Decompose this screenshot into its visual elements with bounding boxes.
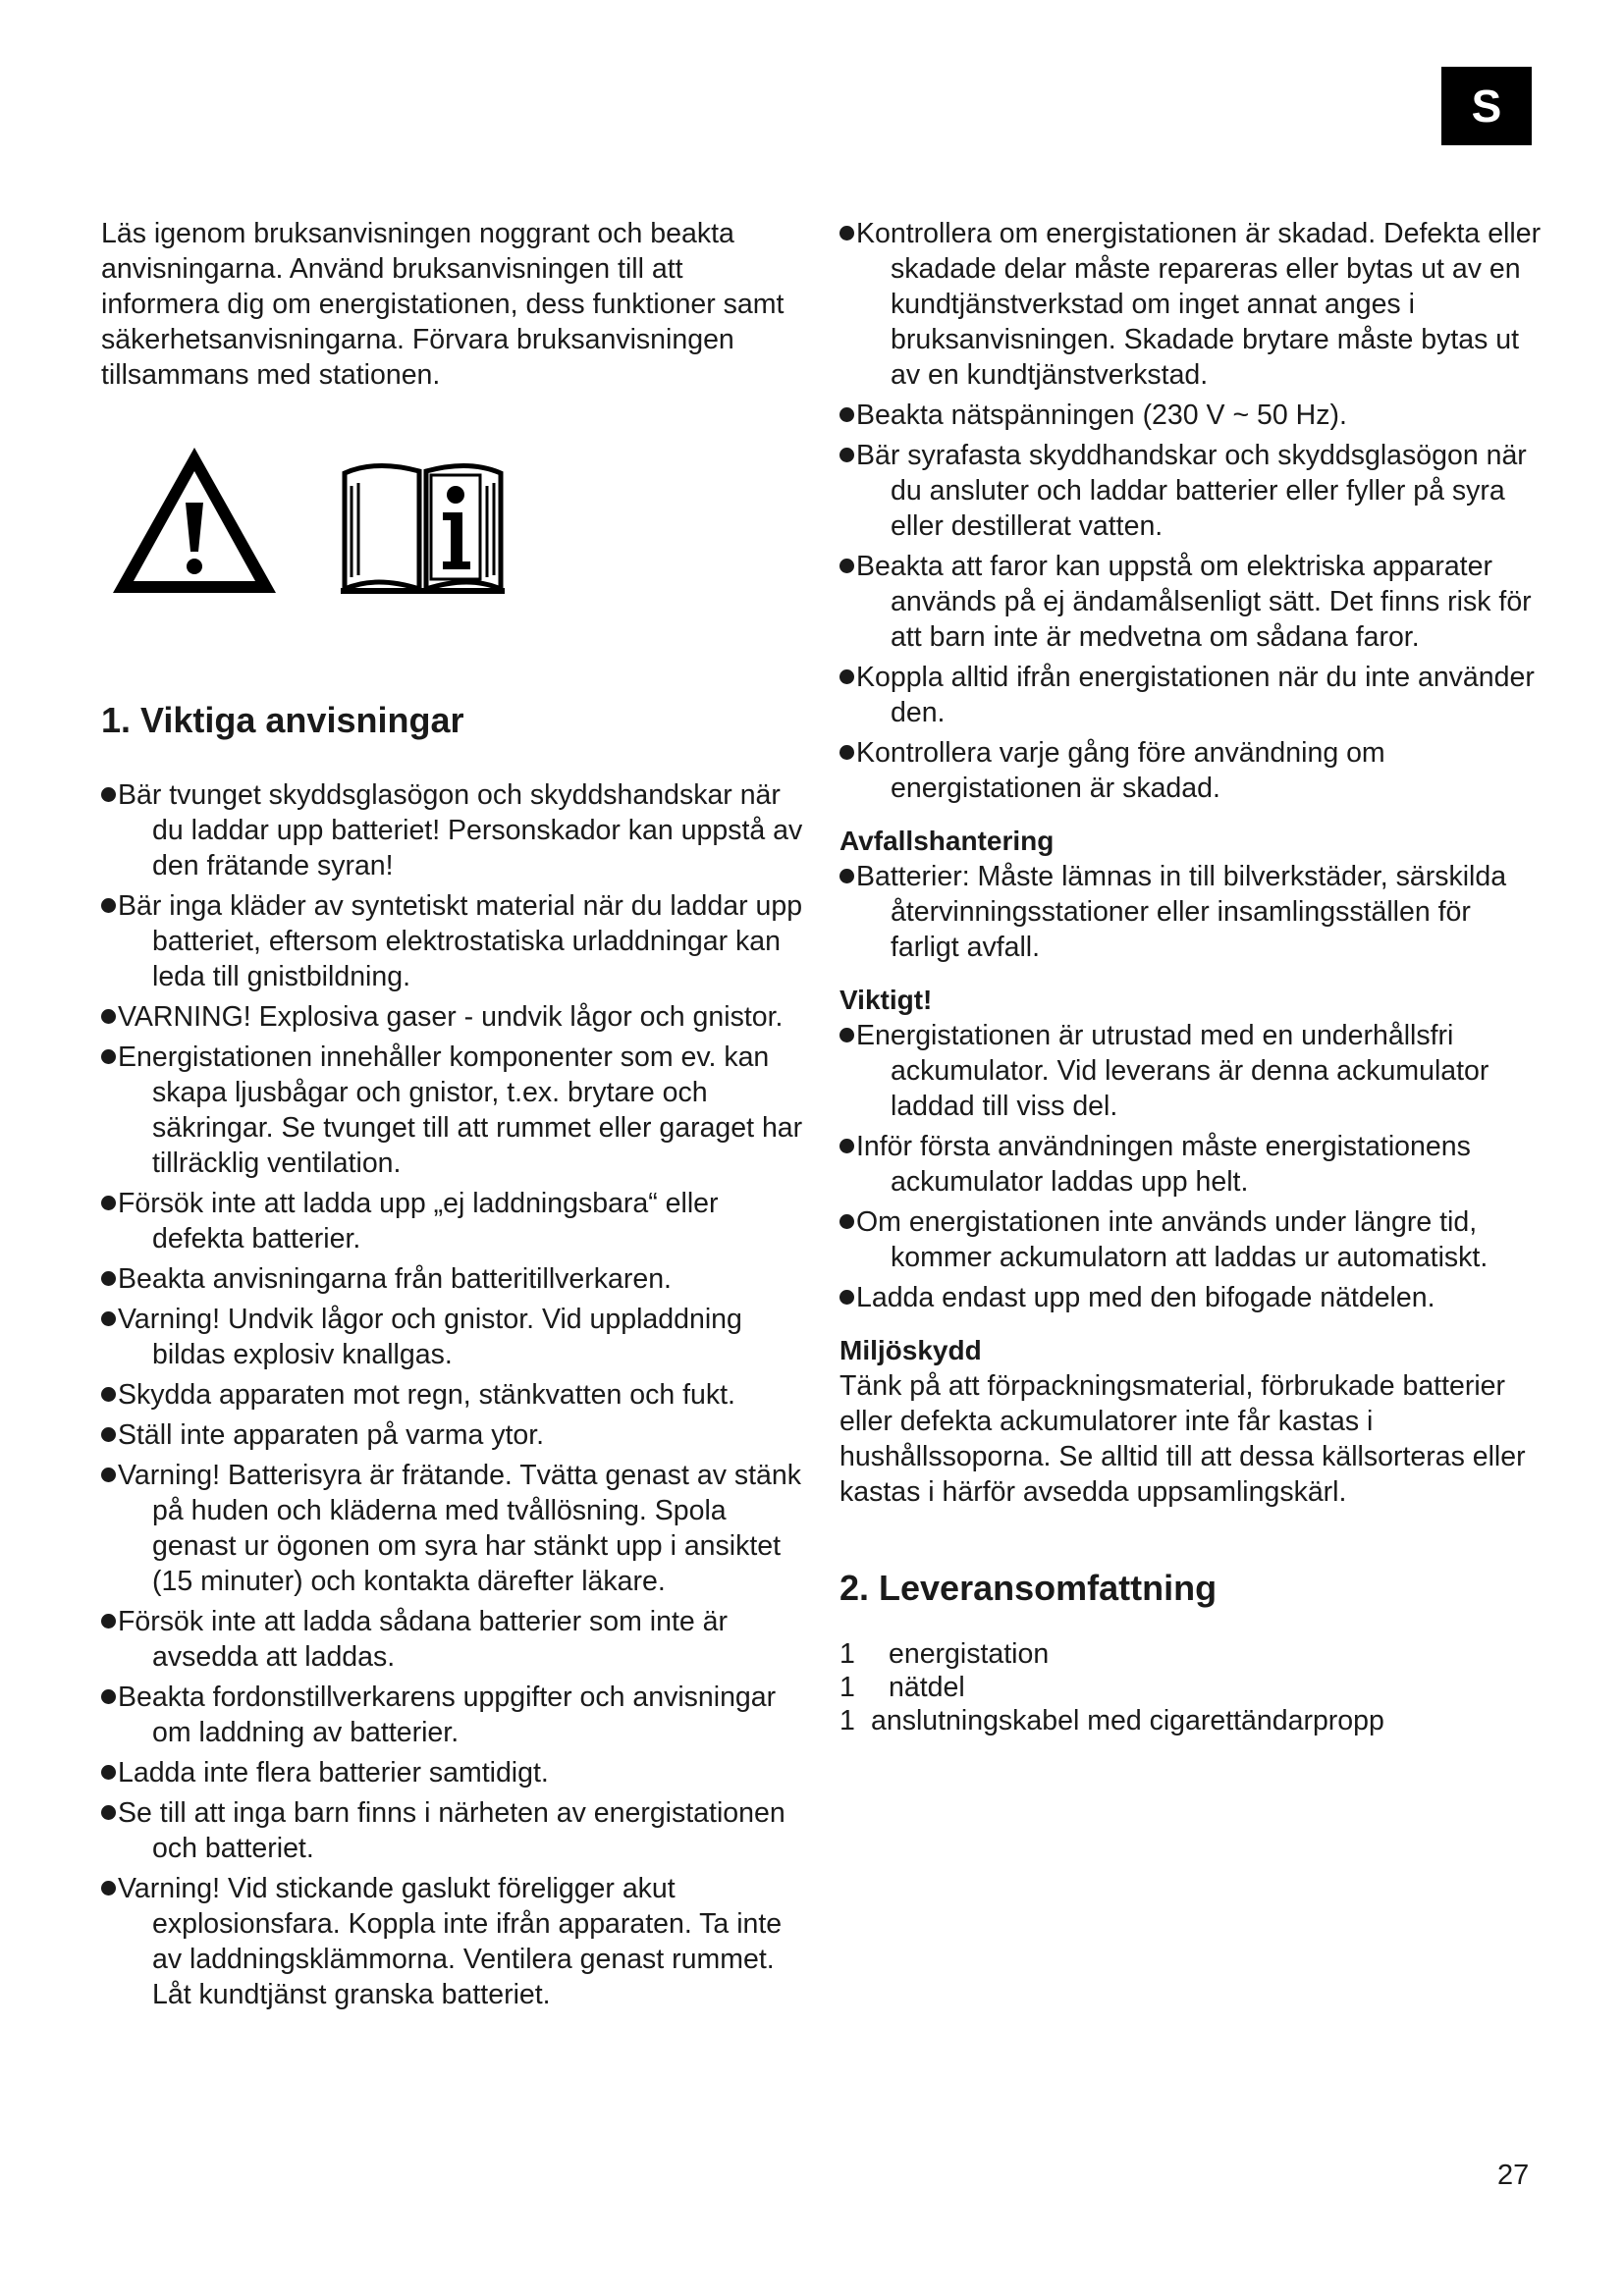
icon-row: [101, 442, 808, 638]
important-list: [839, 1018, 1546, 1315]
list-item: 1 energistation: [839, 1638, 1050, 1670]
list-item: 1 anslutningskabel med cigarettändarpropp: [839, 1705, 1384, 1736]
bullet-icon: [101, 1689, 116, 1704]
list-item: Försök inte att ladda upp „ej laddningsbara“ eller defekta batterier.: [101, 1186, 808, 1256]
bullet-icon: [101, 1427, 116, 1442]
bullet-icon: [101, 1049, 116, 1064]
bullet-icon: [101, 1765, 116, 1780]
list-item: Varning! Vid stickande gaslukt föreligger akut explosionsfara. Koppla inte ifrån apparaten. Ta inte av laddningsklämmorna. Ventilera genast rummet. Låt kundtjänst granska batteriet.: [101, 1871, 808, 2012]
list-item: Kontrollera om energistationen är skadad. Defekta eller skadade delar måste repareras eller bytas ut av en kundtjänstverkstad om inget annat anges i bruksanvisningen. Skadade brytare måste bytas ut av en kundtjänstverkstad.: [839, 216, 1546, 393]
list-item: Batterier: Måste lämnas in till bilverkstäder, särskilda återvinningsstationer eller insamlingsställen för farligt avfall.: [839, 859, 1546, 965]
environment-heading: Miljöskydd: [839, 1335, 982, 1365]
right-column: [839, 216, 1546, 1737]
bullet-icon: [101, 1196, 116, 1210]
list-item: Kontrollera varje gång före användning om energistationen är skadad.: [839, 735, 1546, 806]
list-item: Varning! Batterisyra är frätande. Tvätta genast av stänk på huden och kläderna med tvållösning. Spola genast ur ögonen om syra har stänkt upp i ansiktet (15 minuter) och kontakta därefter läkare.: [101, 1458, 808, 1599]
list-item: Beakta nätspänningen (230 V ~ 50 Hz).: [839, 398, 1546, 433]
list-item: VARNING! Explosiva gaser - undvik lågor och gnistor.: [101, 999, 808, 1035]
bullet-icon: [101, 898, 116, 913]
list-item: Skydda apparaten mot regn, stänkvatten och fukt.: [101, 1377, 808, 1413]
list-item: Koppla alltid ifrån energistationen när du inte använder den.: [839, 660, 1546, 730]
bullet-icon: [839, 226, 854, 240]
list-item: Ladda inte flera batterier samtidigt.: [101, 1755, 808, 1790]
language-badge: S: [1441, 67, 1532, 145]
page-number: 27: [1497, 2160, 1530, 2191]
section-1-title: 1. Viktiga anvisningar: [101, 700, 464, 740]
list-item: Beakta att faror kan uppstå om elektriska apparater används på ej ändamålsenligt sätt. Det finns risk för att barn inte är medvetna om sådana faror.: [839, 549, 1546, 655]
list-item: Om energistationen inte används under längre tid, kommer ackumulatorn att laddas ur automatiskt.: [839, 1204, 1546, 1275]
list-item: Se till att inga barn finns i närheten av energistationen och batteriet.: [101, 1795, 808, 1866]
bullet-icon: [839, 1214, 854, 1229]
bullet-icon: [839, 745, 854, 760]
bullet-icon: [101, 1387, 116, 1402]
bullet-icon: [101, 1614, 116, 1629]
warning-triangle-icon: [109, 442, 281, 599]
list-item: Beakta anvisningarna från batteritillverkaren.: [101, 1261, 808, 1297]
list-item: Bär syrafasta skyddhandskar och skyddsglasögon när du ansluter och laddar batterier eller fyller på syra eller destillerat vatten.: [839, 438, 1546, 544]
bullet-icon: [101, 1009, 116, 1024]
bullet-icon: [101, 1271, 116, 1286]
delivery-list: [839, 1637, 1546, 1737]
bullet-icon: [839, 1139, 854, 1153]
bullet-icon: [101, 1311, 116, 1326]
list-item: Bär tvunget skyddsglasögon och skyddshandskar när du laddar upp batteriet! Personskador kan uppstå av den frätande syran!: [101, 777, 808, 883]
waste-heading: Avfallshantering: [839, 826, 1055, 856]
bullet-icon: [101, 1468, 116, 1482]
list-item: Energistationen är utrustad med en underhållsfri ackumulator. Vid leverans är denna ackumulator laddad till viss del.: [839, 1018, 1546, 1124]
bullet-icon: [839, 448, 854, 462]
bullet-icon: [839, 669, 854, 684]
bullet-icon: [101, 1881, 116, 1896]
list-item: Inför första användningen måste energistationens ackumulator laddas upp helt.: [839, 1129, 1546, 1200]
bullet-icon: [839, 559, 854, 573]
section-2-title: 2. Leveransomfattning: [839, 1568, 1218, 1608]
important-heading: Viktigt!: [839, 985, 933, 1015]
list-item: Försök inte att ladda sådana batterier som inte är avsedda att laddas.: [101, 1604, 808, 1675]
list-item: Beakta fordonstillverkarens uppgifter och anvisningar om laddning av batterier.: [101, 1680, 808, 1750]
waste-list: [839, 859, 1546, 965]
bullet-icon: [839, 1028, 854, 1042]
list-item: Energistationen innehåller komponenter som ev. kan skapa ljusbågar och gnistor, t.ex. brytare och säkringar. Se tvunget till att rummet eller garaget har tillräcklig ventilation.: [101, 1040, 808, 1181]
bullet-icon: [839, 869, 854, 883]
list-item: Ställ inte apparaten på varma ytor.: [101, 1417, 808, 1453]
safety-list-continued: [839, 216, 1546, 806]
bullet-icon: [101, 787, 116, 802]
list-item: Bär inga kläder av syntetiskt material när du laddar upp batteriet, eftersom elektrostatiska urladdningar kan leda till gnistbildning.: [101, 888, 808, 994]
manual-info-book-icon: [337, 452, 509, 599]
safety-list: [101, 777, 808, 2012]
left-column: [101, 216, 808, 2017]
bullet-icon: [839, 1290, 854, 1305]
list-item: Ladda endast upp med den bifogade nätdelen.: [839, 1280, 1546, 1315]
environment-paragraph: Tänk på att förpackningsmaterial, förbrukade batterier eller defekta ackumulatorer inte får kastas i hushållssoporna. Se alltid till att dessa källsorteras eller kastas i härför avsedda uppsamlingskärl.: [839, 1370, 1526, 1508]
list-item: 1 nätdel: [839, 1672, 965, 1703]
intro-paragraph: Läs igenom bruksanvisningen noggrant och beakta anvisningarna. Använd bruksanvisningen till att informera dig om energistationen, dess funktioner samt säkerhetsanvisningarna. Förvara bruksanvisningen tillsammans med stationen.: [101, 218, 785, 391]
bullet-icon: [839, 407, 854, 422]
list-item: Varning! Undvik lågor och gnistor. Vid uppladdning bildas explosiv knallgas.: [101, 1302, 808, 1372]
bullet-icon: [101, 1805, 116, 1820]
